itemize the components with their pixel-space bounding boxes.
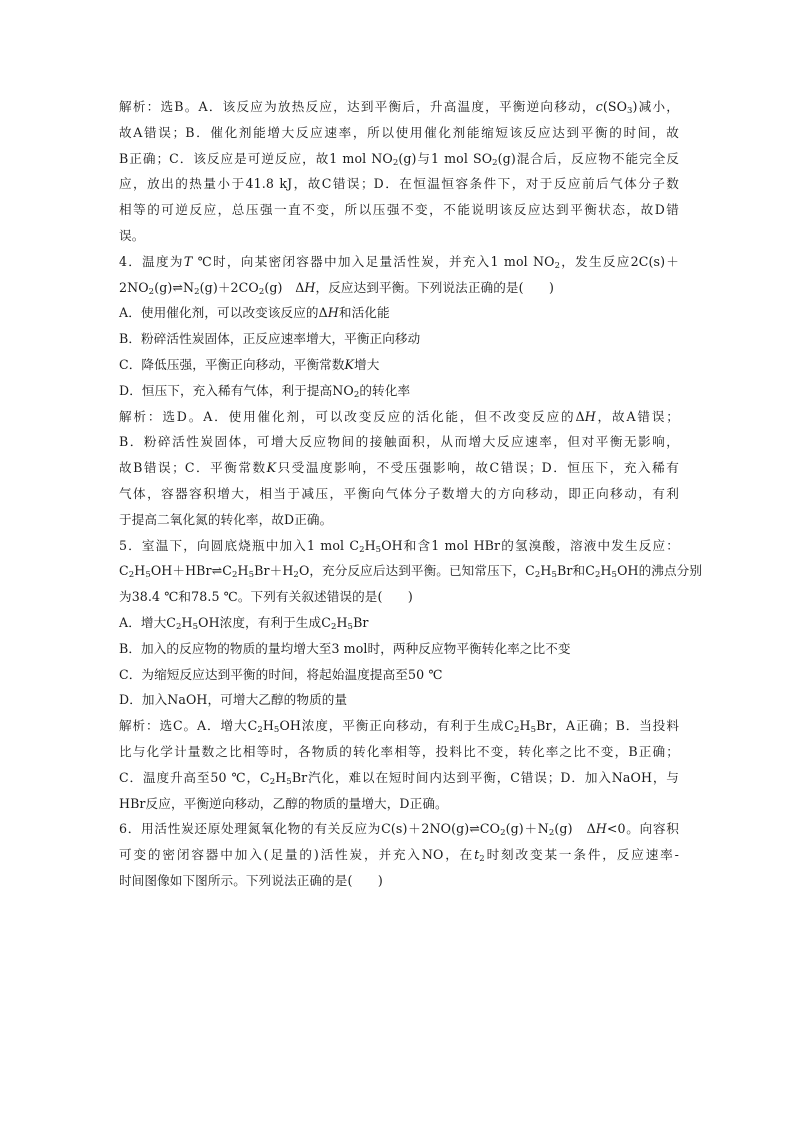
text-line: 相等的可逆反应，总压强一直不变，所以压强不变，不能说明该反应达到平衡状态，故D错 — [119, 202, 679, 218]
text-line: 6．用活性炭还原处理氮氧化物的有关反应为$C(s)+2NO(g)\rightleftharpoons CO_2(g)+N_2(g)$ ΔH<0。向容积 — [119, 821, 679, 839]
text-line: 气体，容器容积增大，相当于减压，平衡向气体分子数增大的方向移动，即正向移动，有利 — [119, 485, 679, 501]
text-line: 故B错误；C．平衡常数K只受温度影响，不受压强影响，故C错误；D．恒压下，充入稀有 — [119, 460, 679, 476]
text-line: 比与化学计量数之比相等时，各物质的转化率相等，投料比不变，转化率之比不变，B正确； — [119, 743, 679, 759]
text-line: B．加入的反应物的物质的量均增大至3 mol时，两种反应物平衡转化率之比不变 — [119, 640, 571, 656]
text-line: 应，放出的热量小于41.8 kJ，故C错误；D．在恒温恒容条件下，对于反应前后气体分子数 — [119, 176, 679, 192]
text-line: 解析：选D。A．使用催化剂，可以改变反应的活化能，但不改变反应的ΔH，故A错误； — [119, 408, 679, 424]
text-line: A．增大$C_2H_5OH$浓度，有利于生成$C_2H_5Br$ — [119, 614, 369, 632]
text-line: 误。 — [119, 227, 145, 243]
text-line: D．恒压下，充入稀有气体，利于提高$NO_2$的转化率 — [119, 382, 411, 400]
text-line: 故A错误；B．催化剂能增大反应速率，所以使用催化剂能缩短该反应达到平衡的时间，故 — [119, 124, 679, 140]
text-line: A．使用催化剂，可以改变该反应的ΔH和活化能 — [119, 305, 390, 321]
text-line: 解析：选C。A．增大$C_2H_5OH$浓度，平衡正向移动，有利于生成$C_2H_5Br$，A正确；B．当投料 — [119, 718, 680, 736]
text-line: C．温度升高至50 ℃，$C_2H_5Br$汽化，难以在短时间内达到平衡，C错误；D．加入NaOH，与 — [119, 769, 679, 787]
text-line: 5．室温下，向圆底烧瓶中加入1 mol $C_2H_5OH$和含1 mol HBr的氢溴酸，溶液中发生反应： — [119, 537, 679, 555]
text-line: $2NO_2(g)\rightleftharpoons N_2(g)+2CO_2(g)$ ΔH，反应达到平衡。下列说法正确的是( ) — [119, 279, 555, 297]
text-line: B．粉碎活性炭固体，可增大反应物间的接触面积，从而增大反应速率，但对平衡无影响， — [119, 434, 679, 450]
text-line: HBr反应，平衡逆向移动，乙醇的物质的量增大，D正确。 — [119, 795, 448, 811]
text-line: 于提高二氧化氮的转化率，故D正确。 — [119, 511, 333, 527]
document-page — [119, 94, 703, 894]
text-line: 时间图像如下图所示。下列说法正确的是( ) — [119, 872, 383, 888]
text-line: C．降低压强，平衡正向移动，平衡常数K增大 — [119, 356, 380, 372]
text-line: 为38.4 ℃和78.5 ℃。下列有关叙述错误的是( ) — [119, 589, 413, 605]
text-line: C．为缩短反应达到平衡的时间，将起始温度提高至50 ℃ — [119, 666, 443, 682]
text-line: 解析：选B。A．该反应为放热反应，达到平衡后，升高温度，平衡逆向移动，$c(SO_3)$减小， — [119, 99, 679, 116]
text-line: 4．温度为T ℃时，向某密闭容器中加入足量活性炭，并充入1 mol $NO_2$，发生反应2C(s)＋ — [119, 253, 679, 271]
text-line: 可变的密闭容器中加入(足量的)活性炭，并充入NO，在$t_2$时刻改变某一条件，反应速率- — [119, 847, 679, 865]
text-line: $C_2H_5OH+HBr\rightleftharpoons C_2H_5Br+H_2O$，充分反应后达到平衡。已知常压下，$C_2H_5Br$和$C_2H_5OH$的沸点分别 — [119, 563, 703, 581]
text-line: B．粉碎活性炭固体，正反应速率增大，平衡正向移动 — [119, 331, 421, 347]
text-line: B正确；C．该反应是可逆反应，故1 mol $NO_2(g)$与1 mol $SO_2(g)$混合后，反应物不能完全反 — [119, 150, 679, 168]
text-line: D．加入NaOH，可增大乙醇的物质的量 — [119, 692, 348, 708]
